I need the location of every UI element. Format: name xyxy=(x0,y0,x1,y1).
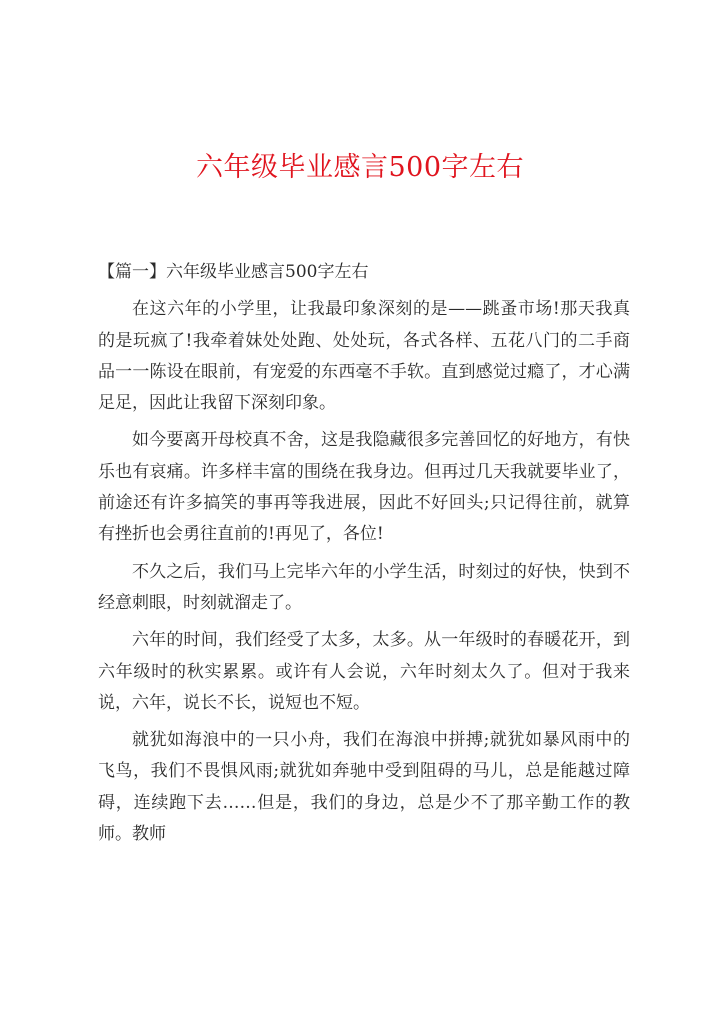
paragraph: 在这六年的小学里，让我最印象深刻的是——跳蚤市场!那天我真的是玩疯了!我牵着妹处处跑、处处玩，各式各样、五花八门的二手商品一一陈设在眼前，有宠爱的东西毫不手软。直到感觉过瘾了，才心满足足，因此让我留下深刻印象。 xyxy=(98,299,630,414)
document-title: 六年级毕业感言500字左右 xyxy=(195,152,525,183)
paragraph: 就犹如海浪中的一只小舟，我们在海浪中拼搏;就犹如暴风雨中的飞鸟，我们不畏惧风雨;就犹如奔驰中受到阻碍的马儿，总是能越过障碍，连续跑下去……但是，我们的身边，总是少不了那辛勤工作的教师。教师 xyxy=(98,730,630,845)
paragraph: 六年的时间，我们经受了太多，太多。从一年级时的春暖花开，到六年级时的秋实累累。或许有人会说，六年时刻太久了。但对于我来说，六年，说长不长，说短也不短。 xyxy=(98,630,630,713)
section-heading: 【篇一】六年级毕业感言500字左右 xyxy=(98,262,369,282)
document-body xyxy=(98,257,630,856)
paragraph: 不久之后，我们马上完毕六年的小学生活，时刻过的好快，快到不经意刺眼，时刻就溜走了。 xyxy=(98,561,630,613)
paragraph: 如今要离开母校真不舍，这是我隐藏很多完善回忆的好地方，有快乐也有哀痛。许多样丰富的围绕在我身边。但再过几天我就要毕业了，前途还有许多搞笑的事再等我进展，因此不好回头;只记得往前，就算有挫折也会勇往直前的!再见了，各位! xyxy=(98,430,630,545)
